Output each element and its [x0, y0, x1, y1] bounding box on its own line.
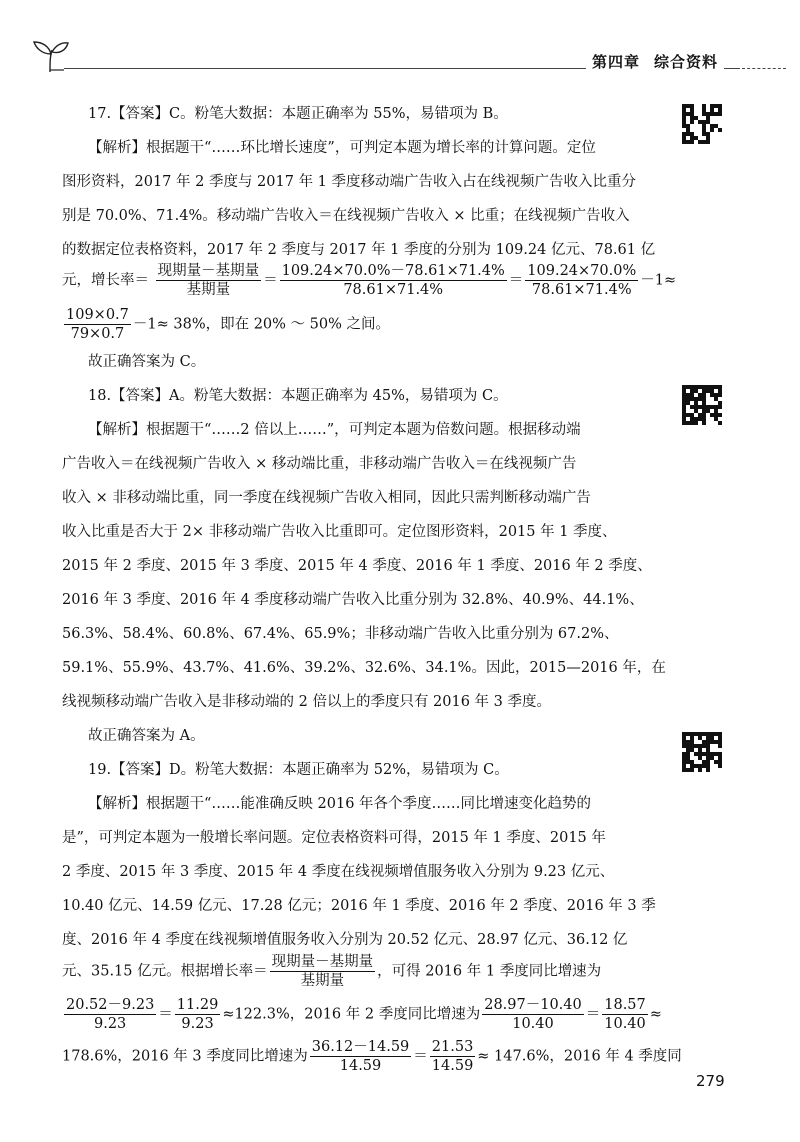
page-number: 279 [696, 1072, 725, 1090]
fraction: $\frac{11.29}{9.23}$ [176, 997, 219, 1032]
q19-formula-line: $\frac{20.52-9.23}{9.23}$ ＝ $\frac{11.29}{9.23}$ ≈122.3%，2016 年 2 季度同比增速为 $\frac{28.97-10.40}{10.40}$ ＝ $\frac{18.57}{10.40}$ ≈ [66, 997, 662, 1032]
q17-analysis-line: 【解析】根据题干“……环比增长速度”，可判定本题为增长率的计算问题。定位 [88, 140, 596, 156]
q18-analysis-line: 线视频移动端广告收入是非移动端的 2 倍以上的季度只有 2016 年 3 季度。 [62, 694, 552, 710]
q17-formula-line: 元，增长率＝ $\frac{\text{现期量－基期量}}{\text{基期量}}$ ＝ $\frac{109.24\times 70.0\%-78.61\times 71.4\%}{78.61\times 71.4\%}$ ＝ $\frac{109.24\times 70.0\%}{78.61\times 71.4\%}$ －1≈ [62, 263, 677, 298]
chapter-title: 第四章 综合资料 [586, 51, 724, 72]
q18-analysis-line: 56.3%、58.4%、60.8%、67.4%、65.9%；非移动端广告收入比重分别为 67.2%、 [62, 626, 619, 642]
fraction: $\frac{36.12-14.59}{14.59}$ [311, 1039, 410, 1074]
q19-analysis-line: 度、2016 年 4 季度在线视频增值服务收入分别为 20.52 亿元、28.97 亿元、36.12 亿 [62, 932, 628, 948]
q18-analysis-line: 2016 年 3 季度、2016 年 4 季度移动端广告收入比重分别为 32.8%、40.9%、44.1%、 [62, 592, 644, 608]
page-header [0, 0, 800, 80]
q19-analysis-line: 2 季度、2015 年 3 季度、2015 年 4 季度在线视频增值服务收入分别为 9.23 亿元、 [62, 864, 615, 880]
q18-analysis-line: 2015 年 2 季度、2015 年 3 季度、2015 年 4 季度、2016 年 1 季度、2016 年 2 季度、 [62, 558, 652, 574]
q19-analysis-line: 10.40 亿元、14.59 亿元、17.28 亿元；2016 年 1 季度、2016 年 2 季度、2016 年 3 季 [62, 898, 656, 914]
fraction: $\frac{109\times 0.7}{79\times 0.7}$ [66, 307, 129, 342]
fraction: $\frac{\text{现期量－基期量}}{\text{基期量}}$ [157, 263, 260, 298]
fraction: $\frac{20.52-9.23}{9.23}$ [66, 997, 155, 1032]
q17-formula-line: $\frac{109\times 0.7}{79\times 0.7}$ －1≈ 38%，即在 20% ～ 50% 之间。 [66, 307, 390, 342]
fraction: $\frac{21.53}{14.59}$ [431, 1039, 474, 1074]
fraction: $\frac{18.57}{10.40}$ [604, 997, 646, 1032]
q17-analysis-line: 的数据定位表格资料，2017 年 2 季度与 2017 年 1 季度的分别为 109.24 亿元、78.61 亿 [62, 242, 656, 258]
q18-answer: 故正确答案为 A。 [88, 728, 205, 744]
q19-title: 19.【答案】D。粉笔大数据：本题正确率为 52%，易错项为 C。 [88, 762, 509, 778]
header-rule-dashed [742, 68, 786, 69]
qr-code-icon[interactable] [682, 104, 722, 144]
q19-formula-line: 178.6%，2016 年 3 季度同比增速为 $\frac{36.12-14.59}{14.59}$ ＝ $\frac{21.53}{14.59}$ ≈ 147.6%，2016 年 4 季度同 [62, 1039, 682, 1074]
q18-title: 18.【答案】A。粉笔大数据：本题正确率为 45%，易错项为 C。 [88, 388, 508, 404]
q17-analysis-line: 别是 70.0%、71.4%。移动端广告收入＝在线视频广告收入 × 比重；在线视频广告收入 [62, 208, 630, 224]
q18-analysis-line: 59.1%、55.9%、43.7%、41.6%、39.2%、32.6%、34.1%。因此，2015—2016 年，在 [62, 660, 666, 676]
q18-analysis-line: 广告收入＝在线视频广告收入 × 移动端比重，非移动端广告收入＝在线视频广告 [62, 456, 577, 472]
q17-analysis-line: 图形资料，2017 年 2 季度与 2017 年 1 季度移动端广告收入占在线视频广告收入比重分 [62, 174, 637, 190]
fraction: $\frac{28.97-10.40}{10.40}$ [484, 997, 582, 1032]
q17-answer: 故正确答案为 C。 [88, 354, 206, 370]
q17-title: 17.【答案】C。粉笔大数据：本题正确率为 55%，易错项为 B。 [88, 106, 508, 122]
q19-analysis-line: 【解析】根据题干“……能准确反映 2016 年各个季度……同比增速变化趋势的 [88, 796, 592, 812]
q18-analysis-line: 收入比重是否大于 2× 非移动端广告收入比重即可。定位图形资料，2015 年 1 季度、 [62, 524, 617, 540]
fraction: $\frac{109.24\times 70.0\%}{78.61\times 71.4\%}$ [527, 263, 637, 298]
qr-code-icon[interactable] [682, 385, 722, 425]
fraction: $\frac{109.24\times 70.0\%-78.61\times 71.4\%}{78.61\times 71.4\%}$ [281, 263, 505, 298]
q18-analysis-line: 【解析】根据题干“……2 倍以上……”，可判定本题为倍数问题。根据移动端 [88, 422, 581, 438]
fraction: $\frac{\text{现期量－基期量}}{\text{基期量}}$ [271, 954, 374, 989]
qr-code-icon[interactable] [682, 732, 722, 772]
q18-analysis-line: 收入 × 非移动端比重，同一季度在线视频广告收入相同，因此只需判断移动端广告 [62, 490, 591, 506]
q19-analysis-line: 是”，可判定本题为一般增长率问题。定位表格资料可得，2015 年 1 季度、2015 年 [62, 830, 606, 846]
q19-formula-line: 元、35.15 亿元。根据增长率＝ $\frac{\text{现期量－基期量}}{\text{基期量}}$ ，可得 2016 年 1 季度同比增速为 [62, 954, 602, 989]
